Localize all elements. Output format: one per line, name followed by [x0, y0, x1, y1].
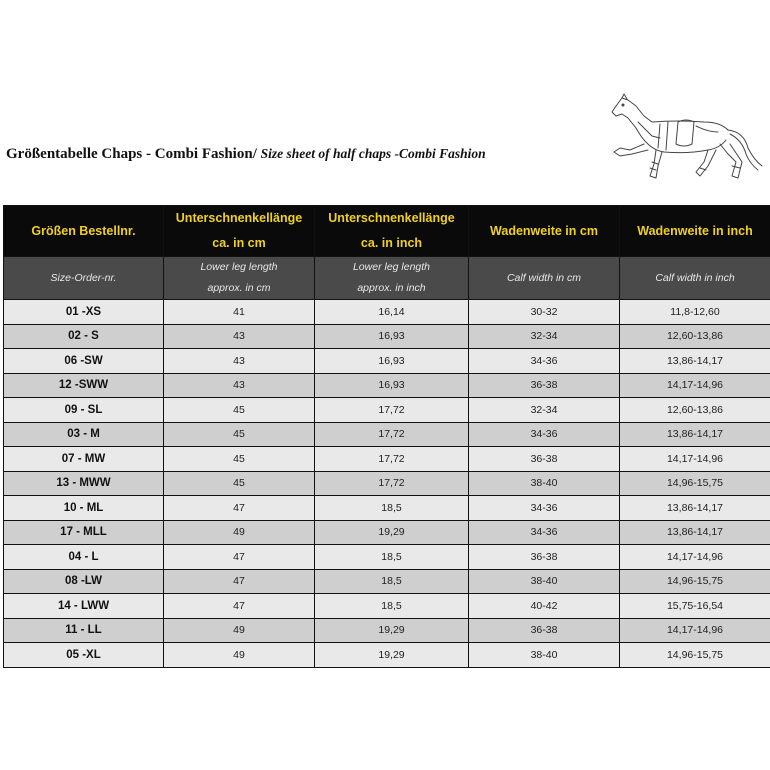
table-row — [4, 520, 770, 545]
lower-leg-inch-cell: 16,93 — [315, 324, 469, 349]
lower-leg-cm-cell: 47 — [164, 594, 315, 619]
calf-cm-cell: 36-38 — [469, 545, 620, 570]
header-size-order: Größen Bestellnr. — [4, 206, 164, 257]
table-row — [4, 398, 770, 423]
size-table-body — [4, 300, 770, 668]
calf-cm-cell: 38-40 — [469, 569, 620, 594]
title-main: Größentabelle Chaps - Combi Fashion/ — [6, 146, 257, 162]
lower-leg-cm-cell: 45 — [164, 422, 315, 447]
size-order-cell: 13 - MWW — [4, 471, 164, 496]
calf-inch-cell: 14,17-14,96 — [620, 447, 770, 472]
lower-leg-inch-cell: 17,72 — [315, 447, 469, 472]
size-order-cell: 05 -XL — [4, 643, 164, 668]
calf-inch-cell: 11,8-12,60 — [620, 300, 770, 325]
calf-cm-cell: 34-36 — [469, 422, 620, 447]
size-order-cell: 06 -SW — [4, 349, 164, 374]
table-row — [4, 545, 770, 570]
calf-inch-cell: 14,17-14,96 — [620, 618, 770, 643]
lower-leg-cm-cell: 43 — [164, 373, 315, 398]
calf-inch-cell: 15,75-16,54 — [620, 594, 770, 619]
lower-leg-inch-cell: 19,29 — [315, 643, 469, 668]
lower-leg-inch-cell: 19,29 — [315, 520, 469, 545]
calf-inch-cell: 14,96-15,75 — [620, 471, 770, 496]
subheader-calf-inch: Calf width in inch — [620, 257, 770, 300]
calf-cm-cell: 32-34 — [469, 324, 620, 349]
table-row — [4, 643, 770, 668]
lower-leg-inch-cell: 16,14 — [315, 300, 469, 325]
calf-cm-cell: 38-40 — [469, 643, 620, 668]
calf-inch-cell: 13,86-14,17 — [620, 520, 770, 545]
size-order-cell: 02 - S — [4, 324, 164, 349]
header-row-german — [4, 206, 770, 257]
size-order-cell: 07 - MW — [4, 447, 164, 472]
calf-inch-cell: 12,60-13,86 — [620, 398, 770, 423]
subheader-calf-cm: Calf width in cm — [469, 257, 620, 300]
header-calf-inch: Wadenweite in inch — [620, 206, 770, 257]
lower-leg-inch-cell: 16,93 — [315, 349, 469, 374]
table-row — [4, 422, 770, 447]
page-title — [6, 146, 486, 163]
calf-inch-cell: 13,86-14,17 — [620, 496, 770, 521]
size-order-cell: 01 -XS — [4, 300, 164, 325]
table-row — [4, 349, 770, 374]
lower-leg-inch-cell: 16,93 — [315, 373, 469, 398]
lower-leg-cm-cell: 49 — [164, 520, 315, 545]
lower-leg-cm-cell: 43 — [164, 349, 315, 374]
size-order-cell: 14 - LWW — [4, 594, 164, 619]
size-table — [3, 205, 770, 668]
lower-leg-cm-cell: 49 — [164, 643, 315, 668]
lower-leg-cm-cell: 47 — [164, 569, 315, 594]
lower-leg-cm-cell: 45 — [164, 471, 315, 496]
size-order-cell: 08 -LW — [4, 569, 164, 594]
lower-leg-inch-cell: 19,29 — [315, 618, 469, 643]
lower-leg-inch-cell: 18,5 — [315, 569, 469, 594]
lower-leg-cm-cell: 41 — [164, 300, 315, 325]
calf-cm-cell: 36-38 — [469, 373, 620, 398]
calf-cm-cell: 36-38 — [469, 618, 620, 643]
lower-leg-cm-cell: 45 — [164, 398, 315, 423]
table-row — [4, 300, 770, 325]
header-lower-leg-cm: Unterschnenkellänge ca. in cm — [164, 206, 315, 257]
calf-cm-cell: 32-34 — [469, 398, 620, 423]
calf-inch-cell: 13,86-14,17 — [620, 422, 770, 447]
size-order-cell: 04 - L — [4, 545, 164, 570]
lower-leg-cm-cell: 43 — [164, 324, 315, 349]
lower-leg-cm-cell: 45 — [164, 447, 315, 472]
calf-inch-cell: 13,86-14,17 — [620, 349, 770, 374]
header-row-english — [4, 257, 770, 300]
calf-inch-cell: 14,96-15,75 — [620, 569, 770, 594]
lower-leg-inch-cell: 18,5 — [315, 594, 469, 619]
calf-cm-cell: 38-40 — [469, 471, 620, 496]
horse-sketch-icon — [608, 92, 766, 182]
calf-cm-cell: 36-38 — [469, 447, 620, 472]
calf-inch-cell: 14,17-14,96 — [620, 373, 770, 398]
lower-leg-cm-cell: 49 — [164, 618, 315, 643]
table-row — [4, 496, 770, 521]
lower-leg-inch-cell: 17,72 — [315, 422, 469, 447]
subheader-size-order: Size-Order-nr. — [4, 257, 164, 300]
lower-leg-inch-cell: 18,5 — [315, 545, 469, 570]
table-row — [4, 447, 770, 472]
lower-leg-inch-cell: 18,5 — [315, 496, 469, 521]
table-row — [4, 618, 770, 643]
lower-leg-cm-cell: 47 — [164, 496, 315, 521]
table-row — [4, 373, 770, 398]
header-calf-cm: Wadenweite in cm — [469, 206, 620, 257]
table-row — [4, 324, 770, 349]
size-order-cell: 09 - SL — [4, 398, 164, 423]
header-lower-leg-inch: Unterschnenkellänge ca. in inch — [315, 206, 469, 257]
title-sub: Size sheet of half chaps -Combi Fashion — [260, 146, 486, 161]
size-order-cell: 17 - MLL — [4, 520, 164, 545]
size-order-cell: 10 - ML — [4, 496, 164, 521]
calf-cm-cell: 34-36 — [469, 349, 620, 374]
table-row — [4, 594, 770, 619]
calf-inch-cell: 12,60-13,86 — [620, 324, 770, 349]
subheader-lower-leg-cm: Lower leg length approx. in cm — [164, 257, 315, 300]
lower-leg-cm-cell: 47 — [164, 545, 315, 570]
table-row — [4, 569, 770, 594]
lower-leg-inch-cell: 17,72 — [315, 471, 469, 496]
calf-cm-cell: 34-36 — [469, 520, 620, 545]
lower-leg-inch-cell: 17,72 — [315, 398, 469, 423]
calf-cm-cell: 34-36 — [469, 496, 620, 521]
calf-inch-cell: 14,17-14,96 — [620, 545, 770, 570]
calf-cm-cell: 30-32 — [469, 300, 620, 325]
size-order-cell: 11 - LL — [4, 618, 164, 643]
size-order-cell: 03 - M — [4, 422, 164, 447]
size-order-cell: 12 -SWW — [4, 373, 164, 398]
table-row — [4, 471, 770, 496]
subheader-lower-leg-inch: Lower leg length approx. in inch — [315, 257, 469, 300]
calf-cm-cell: 40-42 — [469, 594, 620, 619]
calf-inch-cell: 14,96-15,75 — [620, 643, 770, 668]
